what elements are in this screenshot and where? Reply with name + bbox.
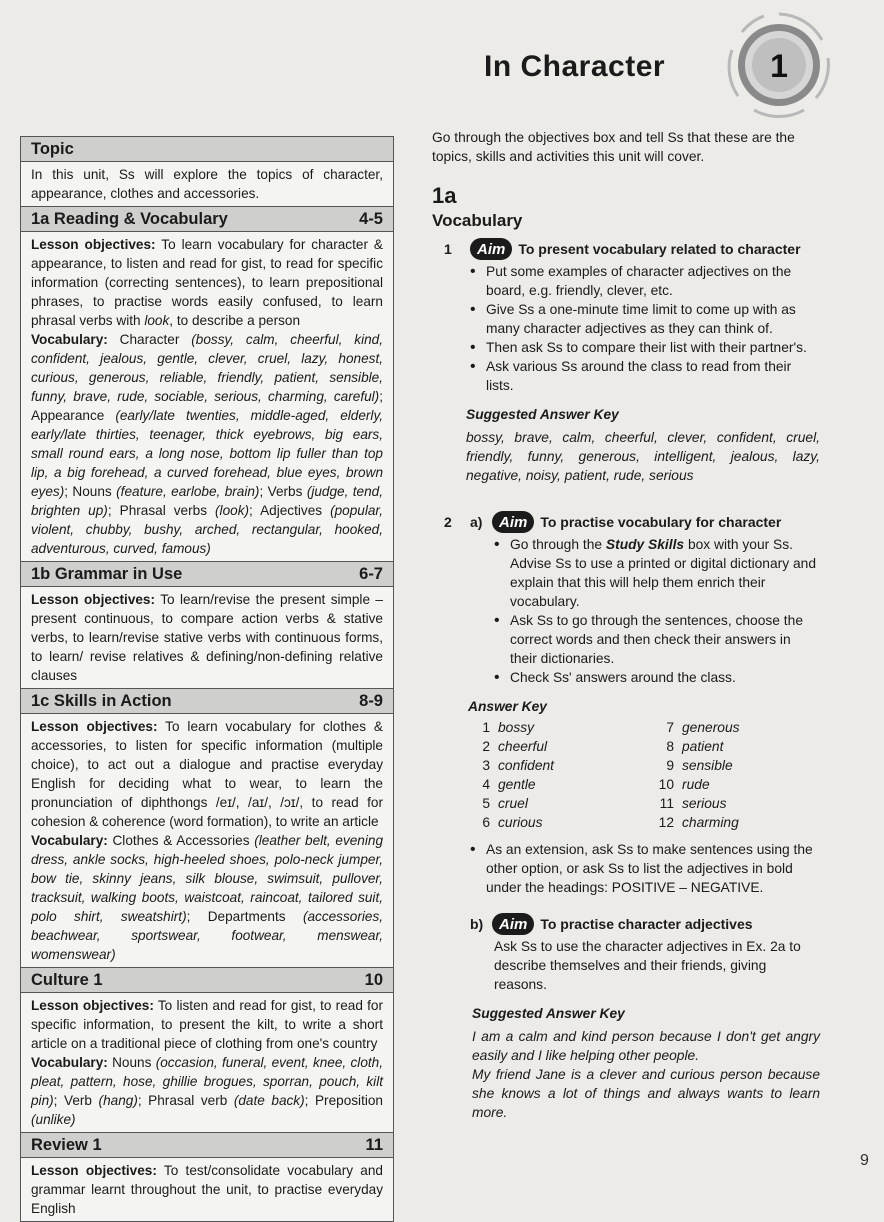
topic-heading: Topic <box>21 137 393 161</box>
list-item: • Give Ss a one-minute time limit to come up with as many character adjectives as they can think of. <box>486 300 820 338</box>
list-item: • Go through the Study Skills box with your Ss. Advise Ss to use a printed or digital dictionary and explain that this will help them enrich their vocabulary. <box>510 535 820 611</box>
section-pages: 11 <box>365 1136 383 1154</box>
vocabulary-heading: Vocabulary <box>432 211 523 230</box>
unit-number: 1 <box>770 48 788 84</box>
exercise-2a-extension <box>432 840 820 897</box>
section-pages: 6-7 <box>359 565 383 583</box>
section-pages: 4-5 <box>359 210 383 228</box>
aim-icon: Aim <box>492 511 534 533</box>
answer-item: 1 bossy <box>482 720 535 735</box>
answer-item: 2 cheerful <box>482 739 548 754</box>
answer-key-heading: Answer Key <box>468 699 547 714</box>
answer-key-grid <box>468 718 820 832</box>
answer-item: 6 curious <box>482 815 543 830</box>
objectives-box <box>20 136 394 1222</box>
teacher-notes <box>432 128 820 1122</box>
answer-item: 8 patient <box>666 739 724 754</box>
suggested-answer-key-heading: Suggested Answer Key <box>472 1006 625 1021</box>
exercise-sub: a) <box>470 513 483 530</box>
suggested-answer-key-text: I am a calm and kind person because I don't get angry easily and I like helping other people. My friend Jane is a clever and curious person because she knows a lot of things and always wants to learn more. <box>472 1029 820 1120</box>
exercise-2b-text: Ask Ss to use the character adjectives in Ex. 2a to describe themselves and their friends, giving reasons. <box>494 939 801 992</box>
section-1c-heading <box>21 688 393 713</box>
list-item: • Ask Ss to go through the sentences, choose the correct words and then check their answers in their dictionaries. <box>510 611 820 668</box>
section-label: 1c Skills in Action <box>31 692 172 710</box>
list-item: • Check Ss' answers around the class. <box>510 668 820 687</box>
exercise-number: 2 <box>444 513 452 530</box>
answer-item: 12 charming <box>658 815 739 830</box>
page-number: 9 <box>860 1152 869 1169</box>
exercise-2a-header <box>432 511 820 533</box>
answer-item: 3 confident <box>482 758 554 773</box>
list-item: • Put some examples of character adjectives on the board, e.g. friendly, clever, etc. <box>486 262 820 300</box>
section-pages: 8-9 <box>359 692 383 710</box>
answer-item: 9 sensible <box>666 758 733 773</box>
list-item: • Ask various Ss around the class to read from their lists. <box>486 357 820 395</box>
unit-number-badge <box>724 10 834 120</box>
section-pages: 10 <box>364 971 383 989</box>
unit-badge-graphic <box>724 10 834 120</box>
section-1a-heading <box>21 206 393 231</box>
culture-body: Lesson objectives: To listen and read for gist, to read for specific information, to present the kilt, to write a short article on a traditional piece of clothing from one's country Vocabulary: Nouns (occasion, funeral, event, knee, cloth, pleat, pattern, hose, ghillie brogues, sporran, pouch, kilt pin); Verb (hang); Phrasal verb (date back); Preposition (unlike) <box>21 992 393 1132</box>
answer-item: 11 serious <box>659 796 727 811</box>
section-1a-body: Lesson objectives: To learn vocabulary for character & appearance, to listen and read for gist, to read for specific information (correcting sentences), to learn prepositional phrases, to practise words easily confused, to learn phrasal verbs with look, to describe a person Vocabulary: Character (bossy, calm, cheerful, kind, confident, jealous, gentle, clever, cruel, lazy, honest, curious, generous, reliable, friendly, patient, sensible, funny, brave, rude, sociable, serious, charming, careful); Appearance (early/late twenties, middle-aged, elderly, early/late thirties, teenager, thick eyebrows, big ears, small round ears, a long nose, bottom lip fuller than top lip, a big forehead, a curved forehead, blue eyes, brown eyes); Nouns (feature, earlobe, brain); Verbs (judge, tend, brighten up); Phrasal verbs (look); Adjectives (popular, violent, chubby, bushy, arched, rectangular, hooked, adventurous, curved, famous) <box>21 231 393 561</box>
aim-icon: Aim <box>470 238 512 260</box>
section-1b-body: Lesson objectives: To learn/revise the present simple – present continuous, to compare action verbs & stative verbs, to learn/revise stative verbs with continuous forms, to learn/ revise relatives & defining/non-defining relative clauses <box>21 586 393 688</box>
section-1c-body: Lesson objectives: To learn vocabulary for clothes & accessories, to listen for specific information (multiple choice), to act out a dialogue and practise everyday English for deciding what to wear, to learn the pronunciation of diphthongs /eɪ/, /aɪ/, /ɔɪ/, to read for cohesion & coherence (word formation), to write an article Vocabulary: Clothes & Accessories (leather belt, evening dress, ankle socks, high-heeled shoes, polo-neck jumper, bow tie, skinny jeans, silk blouse, swimsuit, pullover, tracksuit, walking boots, waistcoat, raincoat, tailored suit, polo shirt, sweatshirt); Departments (accessories, beachwear, sportswear, footwear, menswear, womenswear) <box>21 713 393 967</box>
answer-item: 10 rude <box>658 777 710 792</box>
culture-heading <box>21 967 393 992</box>
suggested-answer-key-text: bossy, brave, calm, cheerful, clever, confident, cruel, friendly, funny, generous, intelligent, jealous, lazy, negative, noisy, patient, rude, serious <box>466 430 820 483</box>
review-body: Lesson objectives: To test/consolidate vocabulary and grammar learnt throughout the unit, to practise everyday English <box>21 1157 393 1221</box>
exercise-2a-steps <box>432 535 820 687</box>
exercise-2b-header <box>432 913 820 935</box>
exercise-1-steps <box>432 262 820 395</box>
section-label: 1b Grammar in Use <box>31 565 183 583</box>
topic-text: In this unit, Ss will explore the topics of character, appearance, clothes and accessories. <box>21 161 393 206</box>
lesson-code: 1a <box>432 183 457 208</box>
section-label: Review 1 <box>31 1136 102 1154</box>
section-1b-heading <box>21 561 393 586</box>
exercise-sub: b) <box>470 915 484 932</box>
review-heading <box>21 1132 393 1157</box>
suggested-answer-key-heading: Suggested Answer Key <box>466 407 619 422</box>
answer-item: 5 cruel <box>482 796 528 811</box>
aim-text: To practise vocabulary for character <box>540 513 782 530</box>
aim-text: To practise character adjectives <box>540 915 753 932</box>
section-label: 1a Reading & Vocabulary <box>31 210 228 228</box>
aim-icon: Aim <box>492 913 534 935</box>
answer-item: 7 generous <box>666 720 740 735</box>
section-label: Culture 1 <box>31 971 103 989</box>
list-item: • Then ask Ss to compare their list with their partner's. <box>486 338 820 357</box>
aim-text: To present vocabulary related to character <box>518 240 801 257</box>
intro-text: Go through the objectives box and tell Ss that these are the topics, skills and activities this unit will cover. <box>432 130 795 164</box>
exercise-number: 1 <box>444 240 452 257</box>
list-item: • As an extension, ask Ss to make sentences using the other option, or ask Ss to list the adjectives in bold under the headings: POSITIVE – NEGATIVE. <box>486 840 820 897</box>
answer-item: 4 gentle <box>482 777 536 792</box>
exercise-1-header <box>432 238 820 260</box>
unit-title: In Character <box>484 50 666 83</box>
